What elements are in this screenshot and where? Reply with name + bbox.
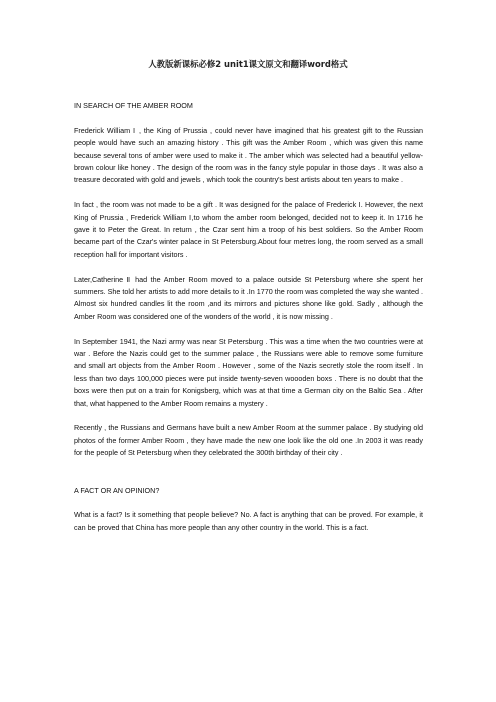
paragraph: Recently , the Russians and Germans have built a new Amber Room at the summer palace . By studying old photos of the former Amber Room , they have made the new one look like the old one .In 2003 it was ready for the people of St Petersburg when they celebrated the 300th birthday of their city . [74,423,423,458]
article-heading-amber-room: IN SEARCH OF THE AMBER ROOM [74,101,193,110]
article-heading-fact-opinion: A FACT OR AN OPINION? [74,485,160,495]
document-body [74,100,423,547]
paragraph: What is a fact? Is it something that people believe? No. A fact is anything that can be proved. For example, it can be proved that China has more people than any other country in the world. This is a fact. [74,510,423,532]
paragraph: In fact , the room was not made to be a gift . It was designed for the palace of Frederick Ⅰ. However, the next King of Prussia , Frederick William Ⅰ,to whom the amber room belonged, decided not to keep it. In 1716 he gave it to Peter the Great. In return , the Czar sent him a troop of his best soldiers. So the Amber Room became part of the Czar's winter palace in St Petersburg.About four metres long, the room served as a small reception hall for important visitors . [74,200,423,259]
paragraph: Later,Catherine Ⅱ had the Amber Room moved to a palace outside St Petersburg where she spent her summers. She told her artists to add more details to it .In 1770 the room was completed the way she wanted . Almost six hundred candles lit the room ,and its mirrors and pictures shone like gold. Sadly , although the Amber Room was considered one of the wonders of the world , it is now missing . [74,274,423,321]
document-title: 人教版新课标必修2 unit1课文原文和翻译word格式 [148,59,348,69]
paragraph: In September 1941, the Nazi army was near St Petersburg . This was a time when the two countries were at war . Before the Nazis could get to the summer palace , the Russians were able to remove some furniture and small art objects from the Amber Room . However , some of the Nazis secretly stole the room itself . In less than two days 100,000 pieces were put inside twenty-seven woooden boxs . There is no doubt that the boxs were then put on a train for Konigsberg, which was at that time a German city on the Baltic Sea . After that, what happened to the Amber Room remains a mystery . [74,336,423,408]
paragraph: Frederick William Ⅰ , the King of Prussia , could never have imagined that his greatest gift to the Russian people would have such an amazing history . This gift was the Amber Room , which was given this name because several tons of amber were used to make it . The amber which was selected had a beautiful yellow-brown colour like honey . The design of the room was in the fancy style popular in those days . It was also a treasure decorated with gold and jewels , which took the country's best artists about ten years to make . [74,125,423,185]
